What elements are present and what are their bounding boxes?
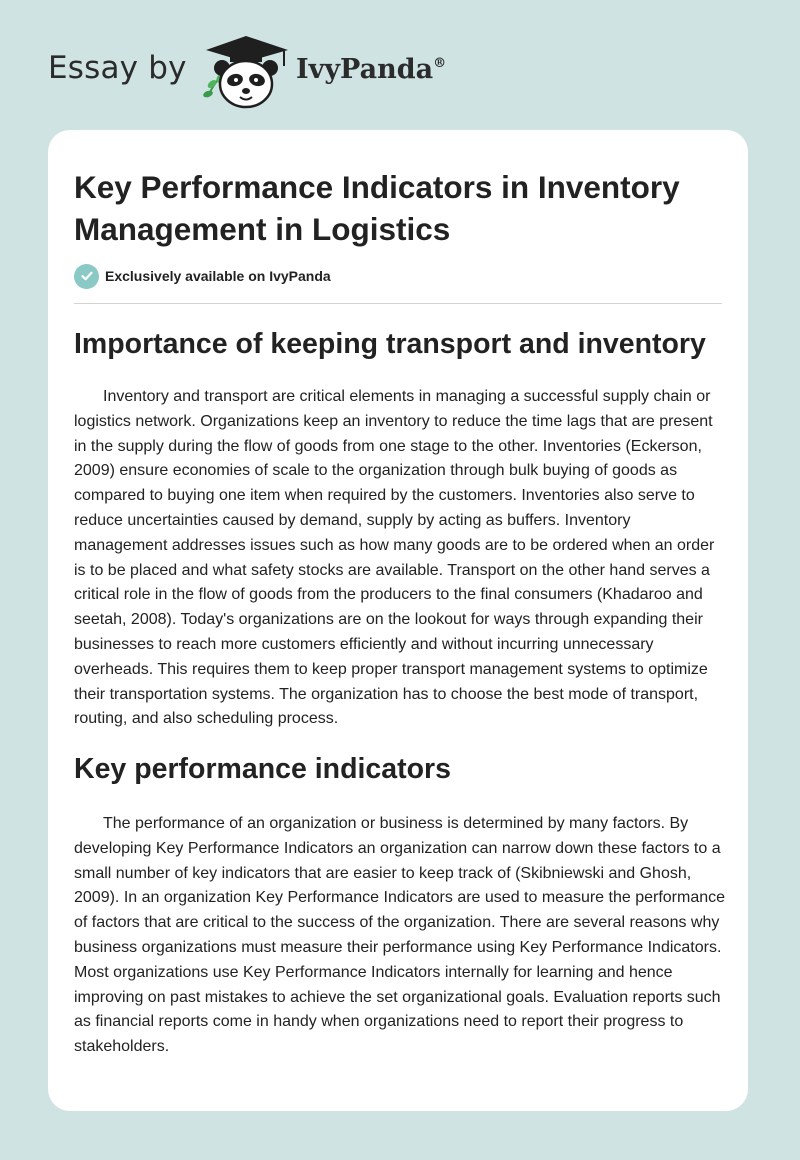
essay-card [48,130,748,1111]
exclusive-badge [74,263,331,289]
site-header [0,0,800,130]
brand-name[interactable] [296,54,446,85]
check-icon [74,264,99,289]
brand-name-text: IvyPanda [296,54,434,85]
registered-mark: ® [433,56,447,71]
section-heading-transport-inventory: Importance of keeping transport and inventory [74,328,706,360]
section-body-kpi: The performance of an organization or business is determined by many factors. By developing Key Performance Indicators an organization can narrow down these factors to a small number of key indicators that are easier to keep track of (Skibniewski and Ghosh, 2009). In an organization Key Performance Indicators are used to measure the performance of factors that are critical to the success of the organization. There are several reasons why business organizations must measure their performance using Key Performance Indicators. Most organizations use Key Performance Indicators internally for learning and hence improving on past mistakes to achieve the set organizational goals. Evaluation reports such as financial reports come in handy when organizations need to report their progress to stakeholders. [74,815,726,1056]
exclusive-badge-label: Exclusively available on IvyPanda [105,268,331,284]
essay-by-label: Essay by [48,50,187,86]
divider [74,303,722,304]
section-body-transport-inventory: Inventory and transport are critical elements in managing a successful supply chain or logistics network. Organizations keep an inventory to reduce the time lags that are present in the supply during the flow of goods from one stage to the other. Inventories (Eckerson, 2009) ensure economies of scale to the organization through bulk buying of goods as compared to buying one item when required by the customers. Inventories also serve to reduce uncertainties caused by demand, supply by acting as buffers. Inventory management addresses issues such as how many goods are to be ordered when an order is to be placed and what safety stocks are available. Transport on the other hand serves a critical role in the flow of goods from the producers to the final consumers (Khadaroo and seetah, 2008). Today's organizations are on the lookout for ways through expanding their businesses to reach more customers efficiently and without incurring unnecessary overheads. This requires them to keep proper transport management systems to optimize their transportation systems. The organization has to choose the best mode of transport, routing, and also scheduling process. [74,388,715,728]
page-title: Key Performance Indicators in Inventory Management in Logistics [74,169,680,247]
section-heading-kpi: Key performance indicators [74,753,451,785]
panda-graduate-icon[interactable] [200,34,292,110]
